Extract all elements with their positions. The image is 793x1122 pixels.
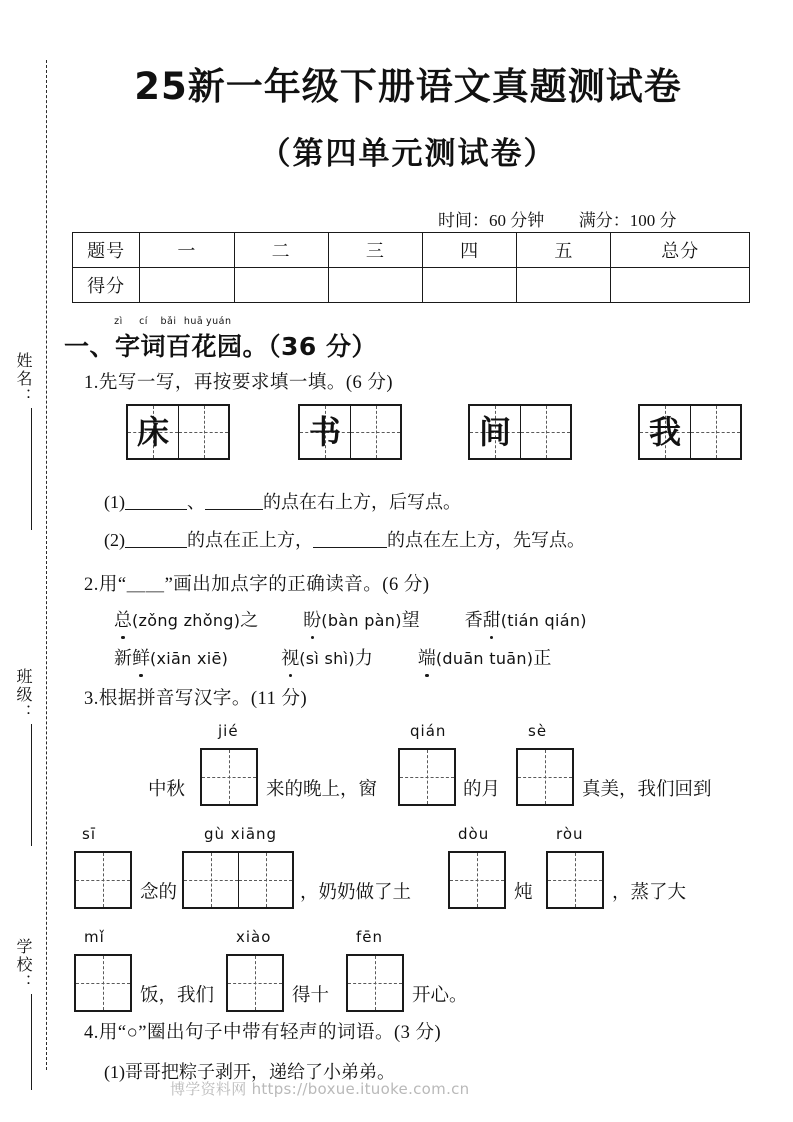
blank-tail-2: 的点在左上方，先写点。 <box>387 530 585 550</box>
score-table <box>72 232 750 303</box>
answer-box-guxiang[interactable] <box>182 851 294 909</box>
pinyin-choice-item[interactable] <box>418 644 551 670</box>
row-label-question-no: 题号 <box>73 233 140 268</box>
section-pinyin-2: cí <box>139 316 148 327</box>
page-subtitle: （第四单元测试卷） <box>259 136 557 172</box>
pinyin-choice-item[interactable] <box>114 606 258 632</box>
section-pinyin-3: bǎi <box>160 316 177 327</box>
question-4-prompt: 4.用“○”圈出句子中带有轻声的词语。(3 分) <box>84 1023 442 1043</box>
leading-char: 新 <box>114 648 132 668</box>
pinyin-options[interactable]: (duān tuān) <box>435 649 534 668</box>
section-name: 字词百花园。 <box>115 332 269 361</box>
pinyin-choice-item[interactable] <box>281 644 373 670</box>
answer-box-se[interactable] <box>516 748 574 806</box>
time-limit-label: 时间：60 分钟 <box>438 211 545 230</box>
binding-margin <box>0 0 58 1122</box>
tianzige-cell-filled <box>640 406 690 458</box>
blank-label-1: (1) <box>104 492 125 512</box>
tianzige-cell-empty[interactable] <box>202 750 256 804</box>
q3-row-3-text-2: 得十 <box>292 986 330 1006</box>
fold-dashed-line <box>46 60 47 1070</box>
answer-box-dou[interactable] <box>448 851 506 909</box>
row-label-score: 得分 <box>73 268 140 303</box>
answer-box-jie[interactable] <box>200 748 258 806</box>
pinyin-choice-item[interactable] <box>465 606 587 632</box>
q3-row-1-text-3: 真美，我们回到 <box>582 780 712 800</box>
answer-box-qian[interactable] <box>398 748 456 806</box>
tianzige-pair-4[interactable] <box>638 404 742 460</box>
tianzige-pair-2[interactable] <box>298 404 402 460</box>
dotted-char: 总 <box>114 606 132 632</box>
dotted-char: 盼 <box>303 606 321 632</box>
tianzige-cell-empty[interactable] <box>518 750 572 804</box>
tianzige-cell-empty[interactable] <box>178 406 228 458</box>
section-points: （36 分） <box>268 332 378 361</box>
pinyin-hint-fen: fēn <box>356 928 384 946</box>
answer-box-si[interactable] <box>74 851 132 909</box>
blank-separator: 、 <box>187 492 205 512</box>
tianzige-cell-empty[interactable] <box>184 853 238 907</box>
col-header-2: 二 <box>234 233 328 268</box>
pinyin-options[interactable]: (bàn pàn) <box>321 611 402 630</box>
question-2-row-1 <box>114 606 587 632</box>
table-row-scores <box>73 268 750 303</box>
tianzige-cell-empty[interactable] <box>548 853 602 907</box>
trailing-char: 望 <box>401 610 420 630</box>
q3-row-2-text-4: ，蒸了大 <box>612 883 687 903</box>
tianzige-cell-empty[interactable] <box>520 406 570 458</box>
question-4-sentence-1[interactable]: (1)哥哥把粽子剥开，递给了小弟弟。 <box>104 1062 395 1082</box>
score-cell-total[interactable] <box>611 268 750 303</box>
field-label-name: 姓名： <box>14 352 31 406</box>
pinyin-hint-xiao: xiào <box>236 928 272 946</box>
pinyin-hint-jie: jié <box>218 722 239 740</box>
q3-row-3-text-3: 开心。 <box>412 986 468 1006</box>
tianzige-cell-empty[interactable] <box>76 853 130 907</box>
blank-label-2: (2) <box>104 530 125 550</box>
pinyin-hint-mi: mǐ <box>84 928 105 946</box>
col-header-5: 五 <box>517 233 611 268</box>
answer-blank[interactable] <box>313 530 387 548</box>
pinyin-hint-se: sè <box>528 722 548 740</box>
tianzige-cell-filled <box>470 406 520 458</box>
total-points-label: 满分：100 分 <box>578 211 677 230</box>
question-3-prompt: 3.根据拼音写汉字。(11 分) <box>84 689 308 709</box>
field-rule-name <box>31 408 32 530</box>
tianzige-cell-filled <box>300 406 350 458</box>
dotted-char: 视 <box>281 644 299 670</box>
pinyin-hint-rou: ròu <box>556 825 584 843</box>
answer-blank[interactable] <box>205 492 263 510</box>
tianzige-cell-empty[interactable] <box>238 853 292 907</box>
field-label-class: 班级： <box>14 668 31 722</box>
tianzige-pair-1[interactable] <box>126 404 230 460</box>
answer-box-xiao[interactable] <box>226 954 284 1012</box>
tianzige-char-1: 床 <box>136 413 169 451</box>
col-header-3: 三 <box>328 233 422 268</box>
tianzige-cell-empty[interactable] <box>76 956 130 1010</box>
tianzige-cell-filled <box>128 406 178 458</box>
site-watermark: 博学资料网 https://boxue.ituoke.com.cn <box>170 1080 470 1098</box>
leading-char: 香 <box>464 610 483 630</box>
section-number: 一、 <box>64 332 116 361</box>
table-row-header <box>73 233 750 268</box>
section-pinyin-1: zì <box>114 316 123 327</box>
dotted-char: 端 <box>418 644 436 670</box>
blank-tail-1: 的点在右上方，后写点。 <box>263 492 461 512</box>
pinyin-options[interactable]: (zǒng zhǒng) <box>132 611 241 630</box>
pinyin-hint-qian: qián <box>410 722 447 740</box>
trailing-char: 正 <box>533 648 552 668</box>
pinyin-options[interactable]: (xiān xiē) <box>150 649 229 668</box>
section-pinyin <box>106 316 231 327</box>
tianzige-cell-empty[interactable] <box>348 956 402 1010</box>
page-title: 25新一年级下册语文真题测试卷 <box>134 65 682 108</box>
q3-row-1-text-2: 的月 <box>463 780 501 800</box>
q3-row-2-text-1: 念的 <box>140 883 178 903</box>
section-title <box>64 327 377 363</box>
answer-box-rou[interactable] <box>546 851 604 909</box>
tianzige-cell-empty[interactable] <box>450 853 504 907</box>
answer-blank[interactable] <box>125 530 187 548</box>
dotted-char: 鲜 <box>132 644 150 670</box>
section-pinyin-5: yuán <box>206 316 232 327</box>
trailing-char: 力 <box>354 648 373 668</box>
pinyin-hint-guxiang: gù xiāng <box>204 825 278 843</box>
question-2-row-2 <box>114 644 551 670</box>
q3-row-1-text-0: 中秋 <box>148 780 186 800</box>
question-2-prompt: 2.用“＿＿”画出加点字的正确读音。(6 分) <box>84 575 430 595</box>
pinyin-choice-item[interactable] <box>114 644 228 670</box>
score-cell-4[interactable] <box>422 268 516 303</box>
col-header-4: 四 <box>422 233 516 268</box>
pinyin-hint-dou: dòu <box>458 825 490 843</box>
pinyin-choice-item[interactable] <box>303 606 419 632</box>
col-header-total: 总分 <box>611 233 750 268</box>
trailing-char: 之 <box>240 610 259 630</box>
exam-meta <box>438 206 677 231</box>
pinyin-options[interactable]: (tián qián) <box>500 611 587 630</box>
dotted-char: 甜 <box>483 606 501 632</box>
pinyin-hint-si: sī <box>82 825 96 843</box>
answer-box-mi[interactable] <box>74 954 132 1012</box>
question-1-blank-line-1 <box>104 488 461 514</box>
tianzige-cell-empty[interactable] <box>228 956 282 1010</box>
score-cell-5[interactable] <box>517 268 611 303</box>
tianzige-cell-empty[interactable] <box>400 750 454 804</box>
q3-row-2-text-2: ，奶奶做了土 <box>300 883 412 903</box>
tianzige-cell-empty[interactable] <box>350 406 400 458</box>
question-1-prompt: 1.先写一写，再按要求填一填。(6 分) <box>84 373 394 393</box>
score-cell-3[interactable] <box>328 268 422 303</box>
tianzige-char-4: 我 <box>648 413 681 451</box>
score-cell-1[interactable] <box>140 268 234 303</box>
pinyin-options[interactable]: (sì shì) <box>299 649 355 668</box>
score-cell-2[interactable] <box>234 268 328 303</box>
blank-mid-2: 的点在正上方， <box>187 530 313 550</box>
exam-page <box>58 0 793 1122</box>
field-label-school: 学校： <box>14 938 31 992</box>
col-header-1: 一 <box>140 233 234 268</box>
q3-row-2-text-3: 炖 <box>514 883 533 903</box>
field-rule-school <box>31 994 32 1090</box>
tianzige-char-3: 间 <box>478 413 511 451</box>
q3-row-1-text-1: 来的晚上，窗 <box>266 780 378 800</box>
tianzige-cell-empty[interactable] <box>690 406 740 458</box>
tianzige-pair-3[interactable] <box>468 404 572 460</box>
answer-blank[interactable] <box>125 492 187 510</box>
answer-box-fen[interactable] <box>346 954 404 1012</box>
q3-row-3-text-1: 饭，我们 <box>140 986 215 1006</box>
field-rule-class <box>31 724 32 846</box>
tianzige-char-2: 书 <box>308 413 341 451</box>
question-1-blank-line-2 <box>104 526 585 552</box>
section-pinyin-4: huā <box>183 316 204 327</box>
